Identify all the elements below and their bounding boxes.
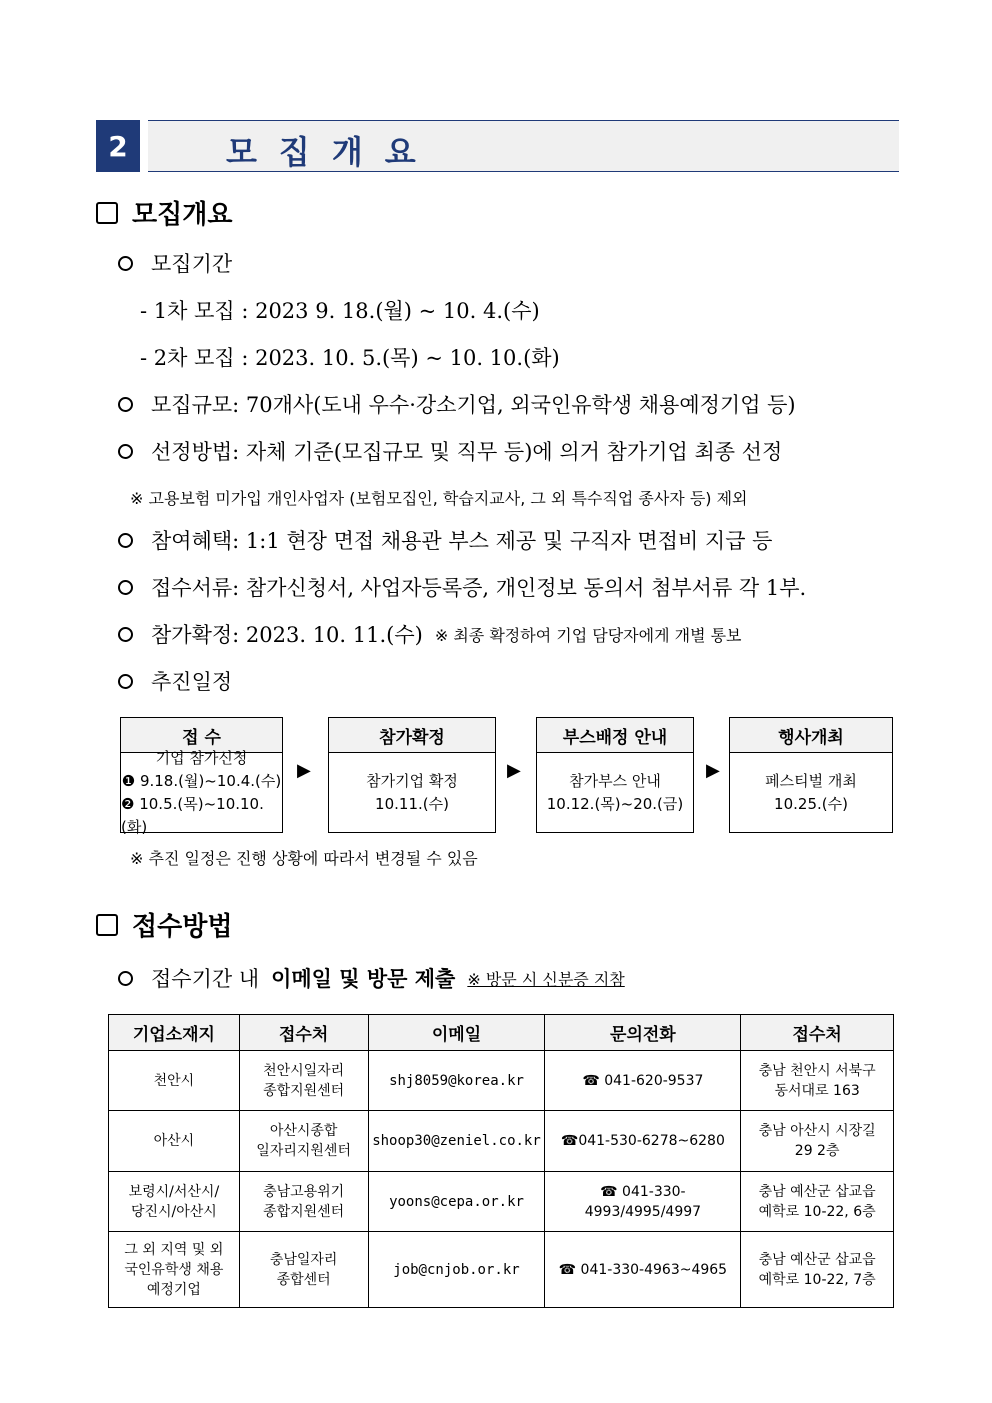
benefit-line [118, 525, 772, 555]
flow-step-body [121, 749, 282, 836]
col-header-phone: 문의전화 [545, 1015, 741, 1051]
cell-region: 그 외 지역 및 외국인유학생 채용예정기업 [109, 1232, 240, 1308]
address-line: 충남 아산시 시장길 [758, 1123, 876, 1139]
section-number: 2 [96, 120, 140, 172]
cell-region: 보령시/서산시/ 당진시/아산시 [109, 1172, 240, 1232]
period-1: - 1차 모집 : 2023 9. 18.(월) ~ 10. 4.(수) [140, 299, 540, 323]
cell-address [741, 1172, 894, 1232]
office-line: 종합센터 [276, 1271, 331, 1288]
cell-phone: ☎041-530-6278~6280 [545, 1111, 741, 1172]
flow-step-line: 참가부스 안내 [569, 772, 661, 790]
cell-email: yoons@cepa.or.kr [368, 1172, 545, 1232]
section-title-bar [148, 120, 899, 172]
flow-step-body [537, 753, 693, 833]
docs-line [118, 572, 806, 602]
flow-step-line: ❶ 9.18.(월)~10.4.(수) [121, 772, 282, 790]
flow-step-line: 페스티벌 개최 [765, 772, 857, 790]
circle-bullet-icon [118, 580, 133, 595]
recruit-heading-text: 모집개요 [132, 200, 233, 230]
method-note: ※ 고용보험 미가입 개인사업자 (보험모집인, 학습지교사, 그 외 특수직업 종사자 등) 제외 [130, 489, 748, 508]
confirm-line [118, 619, 742, 649]
submit-note: ※ 방문 시 신분증 지참 [467, 969, 625, 989]
cell-phone: ☎ 041-330-4993/4995/4997 [545, 1172, 741, 1232]
office-line: 일자리지원센터 [256, 1143, 351, 1159]
circle-bullet-icon [118, 397, 133, 412]
flow-step-booth [536, 717, 694, 833]
office-line: 아산시종합 [269, 1123, 338, 1139]
docs-text: 접수서류: 참가신청서, 사업자등록증, 개인정보 동의서 첨부서류 각 1부. [151, 576, 807, 600]
submit-prefix: 접수기간 내 [151, 967, 260, 991]
office-line: 충남고용위기 [263, 1183, 345, 1200]
flow-arrow-icon: ▶ [297, 760, 311, 781]
address-line: 29 2층 [794, 1143, 840, 1159]
flow-step-line: 10.12.(목)~20.(금) [546, 795, 684, 813]
cell-office [239, 1111, 368, 1172]
flow-step-line: ❷ 10.5.(목)~10.10.(화) [121, 795, 264, 836]
address-line: 예학로 10-22, 7층 [758, 1271, 876, 1288]
submit-heading-text: 접수방법 [132, 912, 233, 942]
circle-bullet-icon [118, 256, 133, 271]
method-text: 선정방법: 자체 기준(모집규모 및 직무 등)에 의거 참가기업 최종 선정 [151, 440, 783, 464]
circle-bullet-icon [118, 674, 133, 689]
section-title: 모집개요 [226, 133, 438, 171]
period-label-line [118, 248, 232, 278]
circle-bullet-icon [118, 533, 133, 548]
flow-step-line: 기업 참가신청 [155, 749, 248, 767]
flow-step-body [329, 753, 495, 833]
schedule-label-line [118, 666, 232, 696]
cell-phone: ☎ 041-620-9537 [545, 1051, 741, 1111]
flow-arrow-icon: ▶ [706, 760, 720, 781]
office-line: 충남일자리 [269, 1251, 338, 1268]
table-row [109, 1232, 894, 1308]
method-line [118, 436, 782, 466]
cell-region: 아산시 [109, 1111, 240, 1172]
flow-step-title: 접 수 [121, 718, 282, 753]
table-row [109, 1111, 894, 1172]
submit-line [118, 963, 625, 993]
table-header-row [109, 1015, 894, 1051]
col-header-address: 접수처 [741, 1015, 894, 1051]
address-line: 동서대로 163 [774, 1082, 860, 1099]
address-line: 충남 예산군 삽교읍 [758, 1251, 876, 1268]
flow-step-title: 행사개최 [730, 718, 892, 753]
flow-step-line: 참가기업 확정 [366, 772, 458, 790]
submit-heading [96, 906, 232, 943]
address-line: 충남 천안시 서북구 [758, 1062, 876, 1079]
flow-step-receive [120, 717, 283, 836]
submit-bold: 이메일 및 방문 제출 [271, 967, 456, 991]
confirm-text: 참가확정: 2023. 10. 11.(수) [151, 623, 423, 647]
period-2: - 2차 모집 : 2023. 10. 5.(목) ~ 10. 10.(화) [140, 346, 560, 370]
checkbox-square-icon [96, 914, 118, 936]
period-label: 모집기간 [151, 252, 233, 276]
circle-bullet-icon [118, 971, 133, 986]
scale-line [118, 389, 796, 419]
confirm-note: ※ 최종 확정하여 기업 담당자에게 개별 통보 [434, 625, 742, 645]
scale-text: 모집규모: 70개사(도내 우수·강소기업, 외국인유학생 채용예정기업 등) [151, 393, 796, 417]
col-header-region: 기업소재지 [109, 1015, 240, 1051]
circle-bullet-icon [118, 627, 133, 642]
checkbox-square-icon [96, 202, 118, 224]
cell-office [239, 1051, 368, 1111]
flow-step-title: 부스배정 안내 [537, 718, 693, 753]
section-header [96, 120, 899, 172]
benefit-text: 참여혜택: 1:1 현장 면접 채용관 부스 제공 및 구직자 면접비 지급 등 [151, 529, 773, 553]
cell-phone: ☎ 041-330-4963~4965 [545, 1232, 741, 1308]
office-line: 종합지원센터 [263, 1082, 345, 1099]
flow-arrow-icon: ▶ [507, 760, 521, 781]
submission-table [108, 1014, 894, 1308]
flow-step-line: 10.25.(수) [774, 795, 848, 813]
cell-email: shj8059@korea.kr [368, 1051, 545, 1111]
cell-office [239, 1172, 368, 1232]
schedule-note: ※ 추진 일정은 진행 상황에 따라서 변경될 수 있음 [130, 849, 478, 868]
address-line: 예학로 10-22, 6층 [758, 1203, 876, 1220]
col-header-office: 접수처 [239, 1015, 368, 1051]
recruit-heading [96, 194, 232, 231]
flow-step-title: 참가확정 [329, 718, 495, 753]
cell-address [741, 1232, 894, 1308]
cell-address [741, 1051, 894, 1111]
flow-step-body [730, 753, 892, 833]
cell-address [741, 1111, 894, 1172]
cell-region: 천안시 [109, 1051, 240, 1111]
flow-step-event [729, 717, 893, 833]
cell-email: shoop30@zeniel.co.kr [368, 1111, 545, 1172]
schedule-label: 추진일정 [151, 670, 233, 694]
table-row [109, 1051, 894, 1111]
cell-office [239, 1232, 368, 1308]
flow-step-confirm [328, 717, 496, 833]
flow-step-line: 10.11.(수) [375, 795, 449, 813]
cell-email: job@cnjob.or.kr [368, 1232, 545, 1308]
col-header-email: 이메일 [368, 1015, 545, 1051]
circle-bullet-icon [118, 444, 133, 459]
address-line: 충남 예산군 삽교읍 [758, 1183, 876, 1200]
table-row [109, 1172, 894, 1232]
office-line: 천안시일자리 [263, 1062, 345, 1079]
office-line: 종합지원센터 [263, 1203, 345, 1220]
